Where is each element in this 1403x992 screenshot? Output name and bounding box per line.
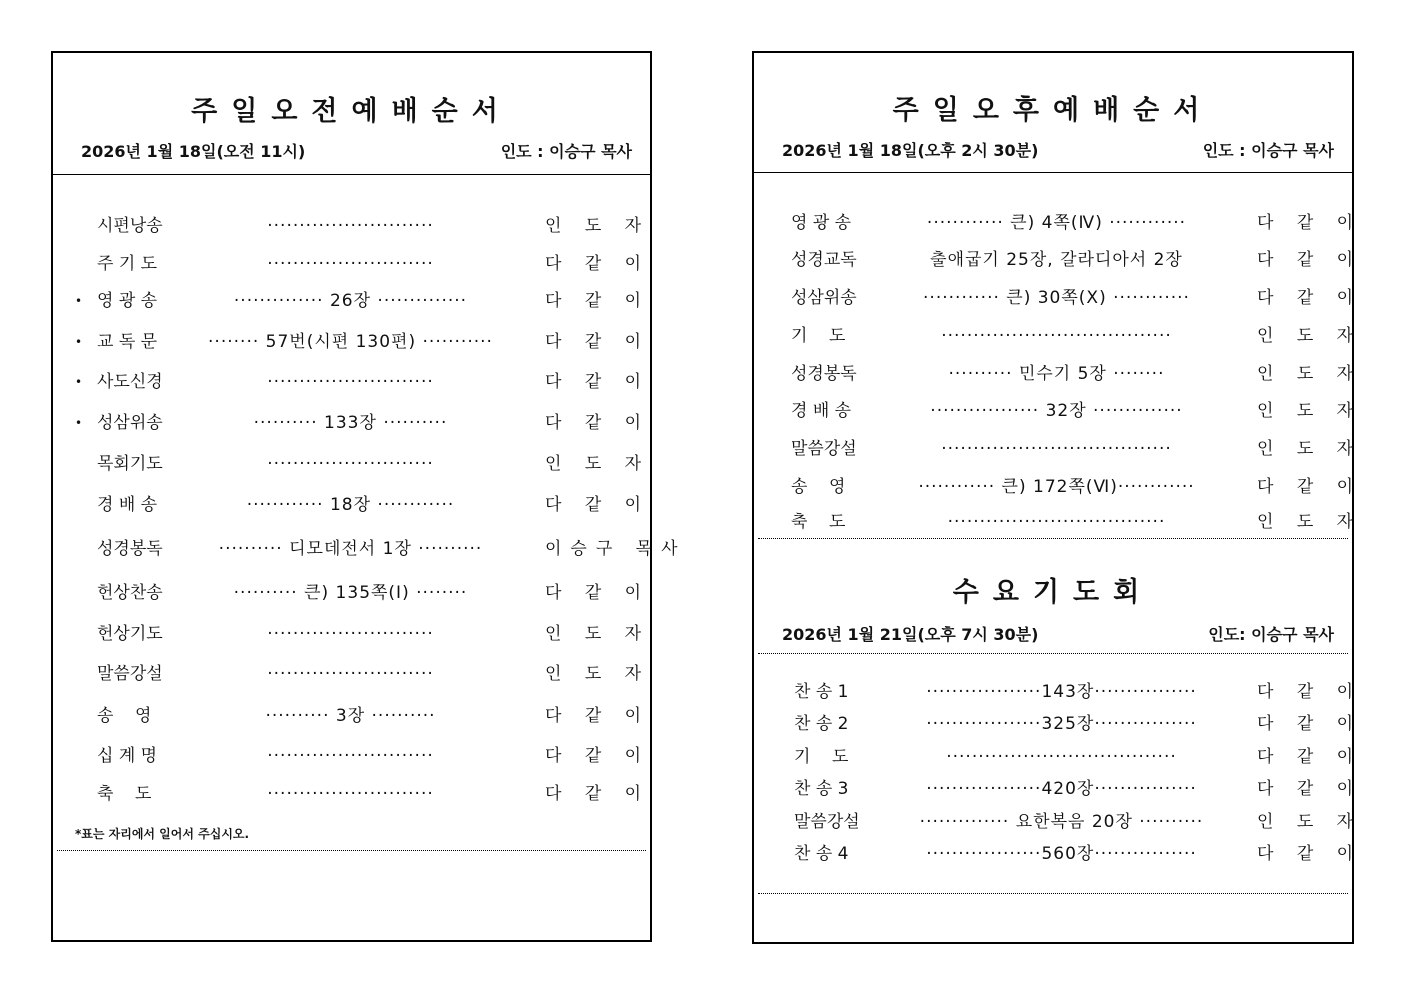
order-label: 성경교독 — [791, 250, 857, 270]
order-label: 기 도 — [791, 326, 846, 346]
order-responsible: 다 같 이 — [545, 332, 651, 352]
standing-marker: • — [75, 416, 83, 430]
order-content: ·························· — [267, 454, 434, 474]
order-content: ··················143장················ — [926, 682, 1197, 702]
order-row — [754, 283, 1363, 313]
morning-service-panel — [51, 51, 687, 942]
order-content: ············ 18장 ············ — [246, 495, 455, 515]
order-responsible: 다 같 이 — [1257, 213, 1363, 233]
order-content: ················· 32장 ·············· — [930, 401, 1183, 421]
order-content: 출애굽기 25장, 갈라디아서 2장 — [930, 250, 1183, 270]
order-label: 축 도 — [791, 512, 846, 532]
order-responsible: 다 같 이 — [545, 254, 651, 274]
order-label: 말씀강설 — [791, 439, 857, 459]
dotted-divider — [57, 850, 646, 851]
order-row — [754, 359, 1363, 389]
order-row — [53, 578, 650, 608]
morning-date: 2026년 1월 18일(오전 11시) — [81, 142, 306, 161]
order-content: ··················325장················ — [926, 714, 1197, 734]
dotted-divider — [758, 538, 1348, 539]
order-content: ··················560장················ — [926, 844, 1197, 864]
order-row — [53, 490, 650, 520]
wednesday-date: 2026년 1월 21일(오후 7시 30분) — [782, 625, 1039, 644]
order-row — [754, 434, 1363, 464]
order-label: 십 계 명 — [97, 746, 158, 766]
order-content: ·········· 큰) 135쪽(Ⅰ) ········ — [233, 583, 468, 603]
order-content: ············ 큰) 30쪽(Ⅹ) ············ — [923, 288, 1190, 308]
order-responsible: 다 같 이 — [545, 784, 651, 804]
order-row — [754, 321, 1363, 351]
order-label: 교 독 문 — [97, 332, 158, 352]
order-responsible: 인 도 자 — [545, 216, 651, 236]
afternoon-title: 주일오후예배순서 — [892, 95, 1214, 126]
order-label: 성삼위송 — [97, 413, 163, 433]
order-responsible: 인 도 자 — [545, 624, 651, 644]
order-row — [53, 249, 650, 279]
order-row — [754, 807, 1363, 837]
order-content: ············ 큰) 172쪽(Ⅵ)············ — [918, 477, 1195, 497]
order-responsible: 다 같 이 — [1257, 477, 1363, 497]
order-content: ············ 큰) 4쪽(Ⅳ) ············ — [926, 213, 1187, 233]
order-responsible: 다 같 이 — [1257, 288, 1363, 308]
order-responsible: 인 도 자 — [1257, 364, 1363, 384]
header-divider — [754, 172, 1352, 173]
order-row — [53, 327, 650, 357]
morning-title: 주일오전예배순서 — [191, 96, 512, 127]
order-content: ·········· 133장 ·········· — [253, 413, 448, 433]
order-row — [754, 839, 1363, 869]
order-row — [53, 286, 650, 316]
order-content: ·············· 요한복음 20장 ·········· — [919, 812, 1204, 832]
order-row — [754, 774, 1363, 804]
order-row — [53, 619, 650, 649]
standing-note: *표는 자리에서 일어서 주십시오. — [75, 827, 250, 841]
standing-marker: • — [75, 335, 83, 349]
order-content: ·························· — [267, 664, 434, 684]
header-divider — [53, 174, 650, 175]
order-row — [754, 245, 1363, 275]
order-label: 송 영 — [791, 477, 846, 497]
dotted-divider — [758, 653, 1348, 654]
order-row — [754, 677, 1363, 707]
order-content: ··················420장················ — [926, 779, 1197, 799]
order-row — [53, 449, 650, 479]
order-content: ·························· — [267, 784, 434, 804]
order-row — [754, 507, 1363, 537]
order-row — [53, 367, 650, 397]
order-content: ···································· — [941, 439, 1172, 459]
order-row — [754, 472, 1363, 502]
order-content: ···································· — [946, 747, 1177, 767]
order-label: 기 도 — [794, 747, 849, 767]
order-responsible: 인 도 자 — [1257, 326, 1363, 346]
order-content: ·········· 디모데전서 1장 ·········· — [218, 539, 483, 559]
order-content: ·························· — [267, 372, 434, 392]
order-label: 성경봉독 — [97, 539, 163, 559]
dotted-divider — [758, 893, 1348, 894]
order-label: 성경봉독 — [791, 364, 857, 384]
order-responsible: 다 같 이 — [1257, 747, 1363, 767]
order-label: 말씀강설 — [794, 812, 860, 832]
order-content: ·························· — [267, 216, 434, 236]
order-content: ·································· — [947, 512, 1166, 532]
order-label: 찬 송 2 — [794, 714, 849, 734]
order-responsible: 인 도 자 — [1257, 439, 1363, 459]
order-responsible: 다 같 이 — [1257, 779, 1363, 799]
order-row — [53, 701, 650, 731]
order-responsible: 다 같 이 — [1257, 250, 1363, 270]
order-responsible: 다 같 이 — [1257, 682, 1363, 702]
order-responsible: 인 도 자 — [1257, 512, 1363, 532]
order-content: ·········· 민수기 5장 ········ — [948, 364, 1165, 384]
order-responsible: 다 같 이 — [545, 706, 651, 726]
order-responsible: 다 같 이 — [545, 291, 651, 311]
order-label: 찬 송 4 — [794, 844, 849, 864]
order-content: ········ 57번(시편 130편) ··········· — [208, 332, 493, 352]
order-responsible: 인 도 자 — [1257, 812, 1363, 832]
order-responsible: 다 같 이 — [545, 583, 651, 603]
wednesday-title: 수요기도회 — [952, 577, 1154, 608]
order-label: 목회기도 — [97, 454, 163, 474]
standing-marker: • — [75, 294, 83, 308]
wednesday-leader: 인도: 이승구 목사 — [1208, 625, 1334, 644]
order-label: 주 기 도 — [97, 254, 158, 274]
order-label: 경 배 송 — [97, 495, 158, 515]
order-row — [754, 709, 1363, 739]
order-row — [754, 742, 1363, 772]
order-content: ·························· — [267, 254, 434, 274]
morning-leader: 인도 : 이승구 목사 — [500, 142, 632, 161]
order-responsible: 다 같 이 — [1257, 844, 1363, 864]
order-responsible: 다 같 이 — [1257, 714, 1363, 734]
order-responsible: 다 같 이 — [545, 413, 651, 433]
order-content: ·········· 3장 ·········· — [265, 706, 436, 726]
order-responsible: 다 같 이 — [545, 372, 651, 392]
afternoon-date: 2026년 1월 18일(오후 2시 30분) — [782, 141, 1039, 160]
order-responsible: 다 같 이 — [545, 746, 651, 766]
order-row — [53, 659, 650, 689]
order-label: 송 영 — [97, 706, 152, 726]
order-row — [53, 211, 650, 241]
order-label: 성삼위송 — [791, 288, 857, 308]
order-label: 찬 송 3 — [794, 779, 849, 799]
order-row — [53, 534, 687, 564]
order-label: 헌상찬송 — [97, 583, 163, 603]
order-row — [53, 741, 650, 771]
order-label: 경 배 송 — [791, 401, 852, 421]
order-label: 축 도 — [97, 784, 152, 804]
order-label: 영 광 송 — [97, 291, 158, 311]
order-row — [53, 779, 650, 809]
order-label: 영 광 송 — [791, 213, 852, 233]
order-responsible: 인 도 자 — [545, 454, 651, 474]
order-responsible: 이승구 목사 — [545, 539, 687, 559]
order-row — [754, 208, 1363, 238]
order-label: 찬 송 1 — [794, 682, 849, 702]
order-responsible: 인 도 자 — [1257, 401, 1363, 421]
order-label: 헌상기도 — [97, 624, 163, 644]
order-content: ·························· — [267, 624, 434, 644]
order-label: 사도신경 — [97, 372, 163, 392]
order-label: 말씀강설 — [97, 664, 163, 684]
afternoon-leader: 인도 : 이승구 목사 — [1202, 141, 1334, 160]
order-responsible: 인 도 자 — [545, 664, 651, 684]
order-content: ···································· — [941, 326, 1172, 346]
order-responsible: 다 같 이 — [545, 495, 651, 515]
order-content: ·············· 26장 ·············· — [233, 291, 468, 311]
order-row — [754, 396, 1363, 426]
order-content: ·························· — [267, 746, 434, 766]
standing-marker: • — [75, 375, 83, 389]
order-row — [53, 408, 650, 438]
afternoon-service-panel — [752, 51, 1363, 944]
order-label: 시편낭송 — [97, 216, 163, 236]
